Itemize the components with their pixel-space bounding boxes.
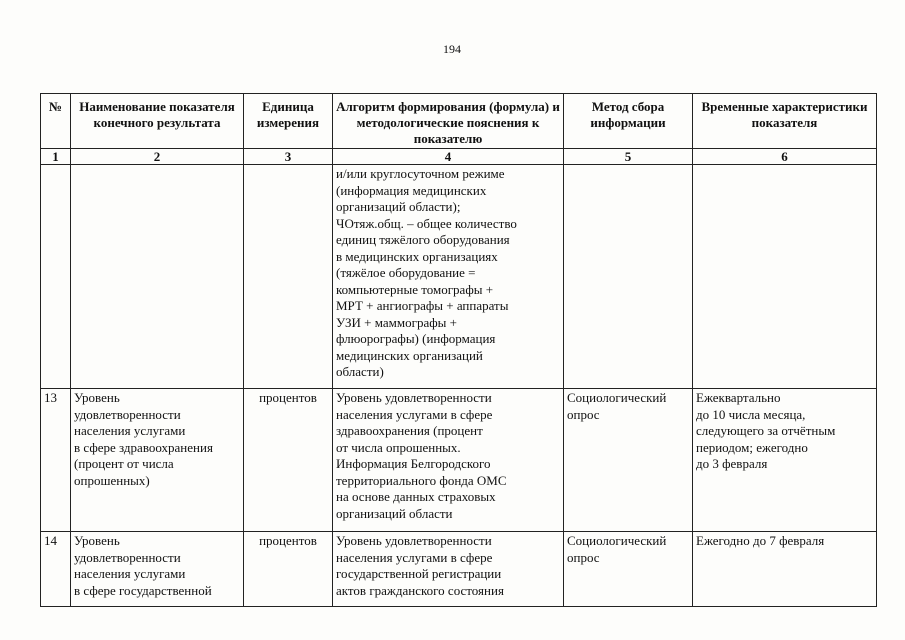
unit	[244, 165, 333, 389]
table-row	[41, 389, 877, 532]
collection-method: Социологический опрос	[564, 389, 693, 532]
table-row	[41, 532, 877, 607]
indicator-name: Уровень удовлетворенности населения услугами в сфере государственной	[71, 532, 244, 607]
unit: процентов	[244, 532, 333, 607]
column-number: 1	[41, 149, 71, 165]
page-number: 194	[443, 42, 461, 56]
collection-method	[564, 165, 693, 389]
row-number	[41, 165, 71, 389]
column-number: 2	[71, 149, 244, 165]
timing: Ежегодно до 7 февраля	[693, 532, 877, 607]
column-number: 3	[244, 149, 333, 165]
row-number: 13	[41, 389, 71, 532]
collection-method: Социологический опрос	[564, 532, 693, 607]
algorithm: Уровень удовлетворенности населения услугами в сфере государственной регистрации актов гражданского состояния	[333, 532, 564, 607]
header-unit: Единица измерения	[244, 94, 333, 149]
table-header-row	[41, 94, 877, 149]
header-method: Метод сбора информации	[564, 94, 693, 149]
algorithm: Уровень удовлетворенности населения услугами в сфере здравоохранения (процент от числа опрошенных. Информация Белгородского территориального фонда ОМС на основе данных страховых организаций области	[333, 389, 564, 532]
column-number: 4	[333, 149, 564, 165]
header-number: №	[41, 94, 71, 149]
timing	[693, 165, 877, 389]
indicator-name	[71, 165, 244, 389]
indicators-table	[40, 93, 877, 607]
algorithm: и/или круглосуточном режиме (информация медицинских организаций области); ЧОтяж.общ. – общее количество единиц тяжёлого оборудования в медицинских организациях (тяжёлое оборудование = компьютерные томографы + МРТ + ангиографы + аппараты УЗИ + маммографы + флюорографы) (информация медицинских организаций области)	[333, 165, 564, 389]
header-timing: Временные характеристики показателя	[693, 94, 877, 149]
timing: Ежеквартально до 10 числа месяца, следующего за отчётным периодом; ежегодно до 3 февраля	[693, 389, 877, 532]
column-number-row	[41, 149, 877, 165]
indicator-name: Уровень удовлетворенности населения услугами в сфере здравоохранения (процент от числа опрошенных)	[71, 389, 244, 532]
header-algorithm: Алгоритм формирования (формула) и методологические пояснения к показателю	[333, 94, 564, 149]
unit: процентов	[244, 389, 333, 532]
header-indicator-name: Наименование показателя конечного результата	[71, 94, 244, 149]
column-number: 5	[564, 149, 693, 165]
row-number: 14	[41, 532, 71, 607]
table-row	[41, 165, 877, 389]
column-number: 6	[693, 149, 877, 165]
